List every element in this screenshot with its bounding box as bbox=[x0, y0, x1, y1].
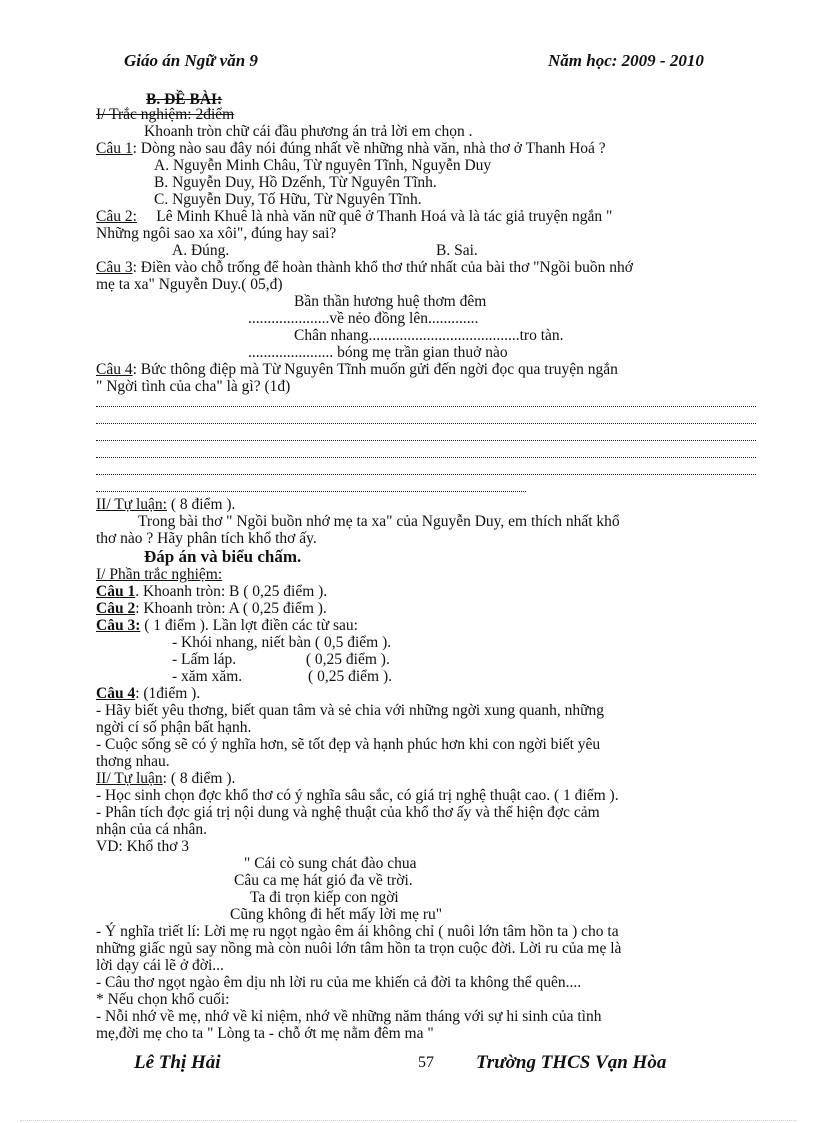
answer-line bbox=[96, 440, 756, 441]
answer-line bbox=[96, 423, 756, 424]
question-1 bbox=[96, 140, 606, 157]
poem-line: Câu ca mẹ hát gió đa về trời. bbox=[234, 872, 413, 889]
q1-option-a: A. Nguyễn Minh Châu, Từ nguyên Tĩnh, Nguyễn Duy bbox=[154, 157, 492, 174]
instruction: Khoanh tròn chữ cái đầu phương án trả lời em chọn . bbox=[144, 123, 473, 140]
essay-prompt: Trong bài thơ " Ngồi buồn nhớ mẹ ta xa" của Nguyễn Duy, em thích nhất khổ bbox=[138, 513, 620, 530]
q3-poem-line-1: Bần thần hương huệ thơm đêm bbox=[294, 293, 487, 310]
answer-4 bbox=[96, 685, 200, 702]
footer-school: Trường THCS Vạn Hòa bbox=[476, 1052, 667, 1073]
de-bai-title: B. ĐỀ BÀI: bbox=[146, 91, 223, 108]
essay-answer-line: - Phân tích đợc giá trị nội dung và nghệ thuật của khổ thơ ấy và thể hiện đợc cảm bbox=[96, 804, 600, 821]
answer-line bbox=[96, 406, 756, 407]
answer-label: Câu 2 bbox=[96, 600, 136, 617]
answer-text: : (1điểm ). bbox=[135, 685, 201, 702]
answer-label: Câu 4 bbox=[96, 685, 136, 702]
answer-4-line-1: - Hãy biết yêu thơng, biết quan tâm và sẻ chia với những ngời xung quanh, những bbox=[96, 702, 605, 719]
page-number: 57 bbox=[418, 1054, 434, 1071]
answer-text: : Khoanh tròn: A ( 0,25 điểm ). bbox=[135, 600, 327, 617]
answer-3 bbox=[96, 617, 358, 634]
part2-points: ( 8 điểm ). bbox=[166, 496, 236, 513]
question-label: Câu 3 bbox=[96, 259, 133, 276]
essay-answer-line: * Nếu chọn khổ cuối: bbox=[96, 991, 230, 1008]
question-text: : Dòng nào sau đây nói đúng nhất về những nhà văn, nhà thơ ở Thanh Hoá ? bbox=[132, 140, 606, 157]
q3-poem-line-2: .....................về nẻo đồng lên............. bbox=[248, 310, 479, 327]
essay-answer-line: - Ý nghĩa triết lí: Lời mẹ ru ngọt ngào êm ái không chỉ ( nuôi lớn tâm hồn ta ) cho ta bbox=[96, 923, 619, 940]
question-label: Câu 1 bbox=[96, 140, 133, 157]
question-text: Lê Minh Khuê là nhà văn nữ quê ở Thanh Hoá và là tác giả truyện ngắn " bbox=[136, 208, 613, 225]
answer-label: Câu 3: bbox=[96, 617, 141, 634]
essay-answer-line: những giấc ngủ say nồng mà còn nuôi lớn tâm hồn ta trọn cuộc đời. Lời ru của mẹ là bbox=[96, 940, 622, 957]
answer-text: ( 1 điểm ). Lần lợt điền các từ sau: bbox=[140, 617, 358, 634]
question-label: Câu 2: bbox=[96, 208, 137, 225]
q2-option-a: A. Đúng. bbox=[172, 242, 230, 259]
question-label: Câu 4 bbox=[96, 361, 133, 378]
answer-3-item-1: - Khói nhang, niết bàn ( 0,5 điểm ). bbox=[172, 634, 392, 651]
answer-key-title: Đáp án và biểu chấm. bbox=[144, 547, 302, 566]
question-text: : Điền vào chỗ trống để hoàn thành khổ thơ thứ nhất của bài thơ "Ngồi buồn nhớ bbox=[132, 259, 633, 276]
poem-line: Cũng không đi hết mấy lời mẹ ru" bbox=[230, 906, 443, 923]
essay-answer-line: - Nỗi nhớ về mẹ, nhớ về kỉ niệm, nhớ về những năm tháng với sự hi sinh của tình bbox=[96, 1008, 602, 1025]
poem-line: " Cái cò sung chát đào chua bbox=[244, 855, 417, 872]
q3-text-cont: mẹ ta xa" Nguyễn Duy.( 05,đ) bbox=[96, 276, 283, 293]
answer-1 bbox=[96, 583, 327, 600]
q1-option-c: C. Nguyễn Duy, Tố Hữu, Từ Nguyên Tĩnh. bbox=[154, 191, 422, 208]
answer-part2-title bbox=[96, 770, 235, 787]
answer-2 bbox=[96, 600, 327, 617]
essay-answer-line: mẹ,đời mẹ cho ta " Lòng ta - chỗ ớt mẹ nằm đêm ma " bbox=[96, 1025, 434, 1042]
poem-line: Ta đi trọn kiếp con ngời bbox=[250, 889, 399, 906]
footer-author: Lê Thị Hải bbox=[134, 1052, 221, 1073]
essay-prompt-cont: thơ nào ? Hãy phân tích khổ thơ ấy. bbox=[96, 530, 317, 547]
answer-part1-title: I/ Phần trắc nghiệm: bbox=[96, 566, 223, 583]
answer-line bbox=[96, 474, 756, 475]
part2-title bbox=[96, 496, 235, 513]
answer-4-line-4: thơng nhau. bbox=[96, 753, 170, 770]
answer-line bbox=[96, 491, 526, 492]
answer-4-line-2: ngời cí số phận bất hạnh. bbox=[96, 719, 252, 736]
page-edge bbox=[20, 1120, 796, 1121]
q4-text-cont: " Ngời tình của cha" là gì? (1đ) bbox=[96, 378, 291, 395]
question-3 bbox=[96, 259, 633, 276]
part2-label: II/ Tự luận: bbox=[96, 496, 167, 513]
question-text: : Bức thông điệp mà Từ Nguyên Tĩnh muốn gửi đến ngời đọc qua truyện ngắn bbox=[132, 361, 618, 378]
q2-text-cont: Những ngôi sao xa xôi", đúng hay sai? bbox=[96, 225, 337, 242]
essay-answer-line: nhận của cá nhân. bbox=[96, 821, 208, 838]
question-4 bbox=[96, 361, 618, 378]
q3-poem-line-4: ...................... bóng mẹ trần gian thuở nào bbox=[248, 344, 508, 361]
part1-title: I/ Trắc nghiệm: 2điểm bbox=[96, 106, 235, 123]
essay-answer-line: lời dạy cái lẽ ở đời... bbox=[96, 957, 224, 974]
q3-poem-line-3: Chân nhang.......................................tro tàn. bbox=[294, 327, 564, 344]
answer-3-item-2: - Lấm láp. ( 0,25 điểm ). bbox=[172, 651, 390, 668]
answer-part2-points: : ( 8 điểm ). bbox=[162, 770, 236, 787]
q2-option-b: B. Sai. bbox=[436, 242, 478, 259]
essay-answer-line: VD: Khổ thơ 3 bbox=[96, 838, 190, 855]
answer-line bbox=[96, 457, 756, 458]
question-2 bbox=[96, 208, 612, 225]
answer-3-item-3: - xăm xăm. ( 0,25 điểm ). bbox=[172, 668, 392, 685]
header-left: Giáo án Ngữ văn 9 bbox=[124, 51, 258, 70]
answer-4-line-3: - Cuộc sống sẽ có ý nghĩa hơn, sẽ tốt đẹp và hạnh phúc hơn khi con ngời biết yêu bbox=[96, 736, 601, 753]
essay-answer-line: - Học sinh chọn đợc khổ thơ có ý nghĩa sâu sắc, có giá trị nghệ thuật cao. ( 1 điểm ). bbox=[96, 787, 619, 804]
answer-part2-label: II/ Tự luận bbox=[96, 770, 163, 787]
answer-label: Câu 1 bbox=[96, 583, 136, 600]
answer-text: . Khoanh tròn: B ( 0,25 điểm ). bbox=[135, 583, 328, 600]
header-right: Năm học: 2009 - 2010 bbox=[548, 51, 704, 70]
essay-answer-line: - Câu thơ ngọt ngào êm dịu nh lời ru của me khiến cả đời ta không thể quên.... bbox=[96, 974, 582, 991]
q1-option-b: B. Nguyễn Duy, Hồ Dzếnh, Từ Nguyên Tĩnh. bbox=[154, 174, 437, 191]
